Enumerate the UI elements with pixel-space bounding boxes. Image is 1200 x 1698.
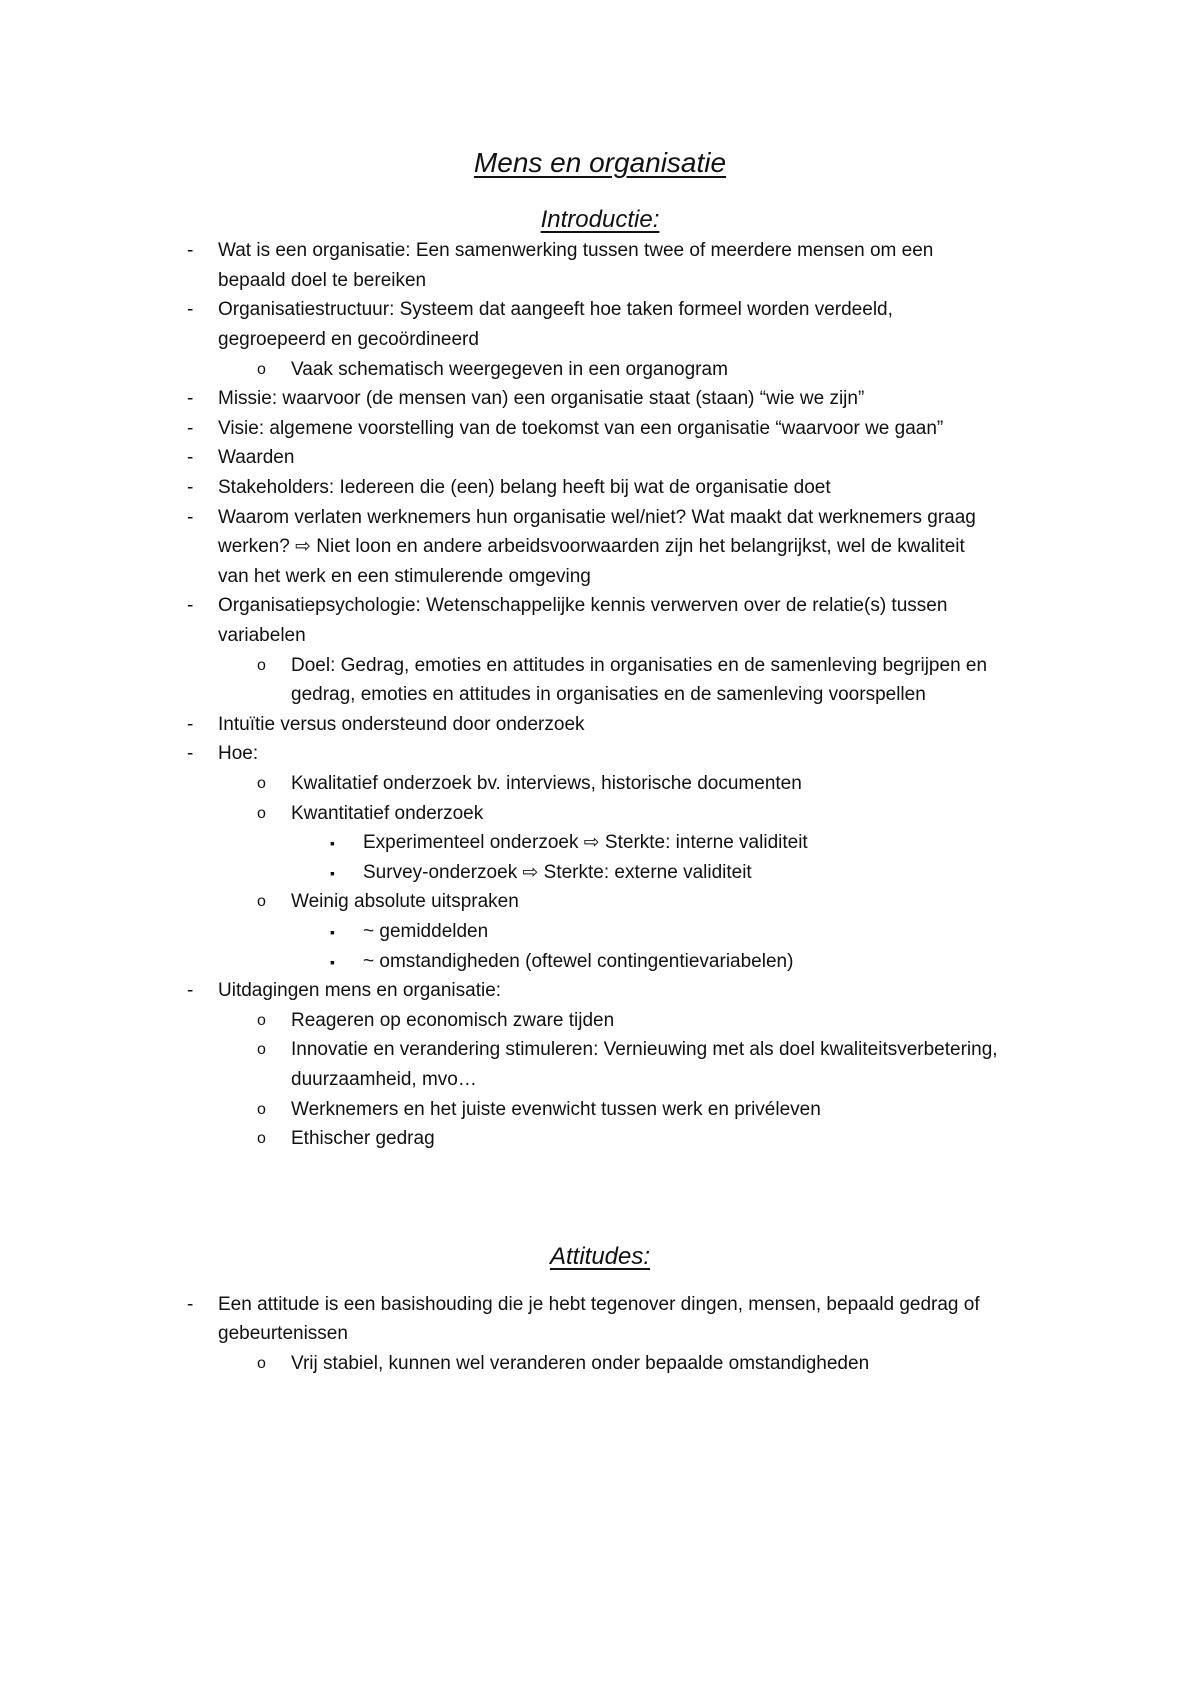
list-item xyxy=(0,976,1200,1006)
list-subsubitem xyxy=(0,858,1200,888)
list-item-text: Vrij stabiel, kunnen wel veranderen onder bepaalde omstandigheden xyxy=(291,1353,870,1374)
list-item-continuation xyxy=(0,562,1200,592)
list-item-text: gegroepeerd en gecoördineerd xyxy=(218,329,479,350)
dash-marker: - xyxy=(187,714,194,735)
list-item-text: Uitdagingen mens en organisatie: xyxy=(218,980,502,1001)
dash-marker: - xyxy=(187,595,194,616)
dash-marker: - xyxy=(187,980,194,1001)
circle-bullet-marker: o xyxy=(257,1041,266,1058)
circle-bullet-marker: o xyxy=(257,1012,266,1029)
list-item-text: Intuïtie versus ondersteund door onderzoek xyxy=(218,714,585,735)
list-item xyxy=(0,503,1200,533)
list-item-text: ~ gemiddelden xyxy=(363,921,489,942)
dash-marker: - xyxy=(187,299,194,320)
list-item-continuation xyxy=(0,532,1200,562)
list-item-text: werken? ⇨ Niet loon en andere arbeidsvoorwaarden zijn het belangrijkst, wel de kwaliteit xyxy=(218,536,965,557)
circle-bullet-marker: o xyxy=(257,1355,266,1372)
list-item xyxy=(0,414,1200,444)
list-item-text: Vaak schematisch weergegeven in een organogram xyxy=(291,359,728,380)
list-subitem xyxy=(0,1124,1200,1154)
dash-marker: - xyxy=(187,477,194,498)
list-item-text: ~ omstandigheden (oftewel contingentievariabelen) xyxy=(363,951,794,972)
dash-marker: - xyxy=(187,388,194,409)
document-title: Mens en organisatie xyxy=(473,147,727,178)
list-item xyxy=(0,1290,1200,1320)
circle-bullet-marker: o xyxy=(257,361,266,378)
list-item-continuation xyxy=(0,266,1200,296)
list-item-text: Organisatiestructuur: Systeem dat aangeeft hoe taken formeel worden verdeeld, xyxy=(218,299,893,320)
section-heading-attitudes: Attitudes: xyxy=(549,1243,651,1270)
list-item-text: Hoe: xyxy=(218,743,259,764)
list-item-text: Weinig absolute uitspraken xyxy=(291,891,519,912)
dash-marker: - xyxy=(187,240,194,261)
list-subitem-continuation xyxy=(0,680,1200,710)
square-bullet-marker: ▪ xyxy=(330,865,335,881)
list-item-text: Innovatie en verandering stimuleren: Vernieuwing met als doel kwaliteitsverbetering, xyxy=(291,1039,998,1060)
list-item-text: gedrag, emoties en attitudes in organisaties en de samenleving voorspellen xyxy=(291,684,926,705)
list-subitem xyxy=(0,1095,1200,1125)
list-item-text: Doel: Gedrag, emoties en attitudes in organisaties en de samenleving begrijpen en xyxy=(291,655,988,676)
list-item-text: variabelen xyxy=(218,625,306,646)
list-item-text: Stakeholders: Iedereen die (een) belang heeft bij wat de organisatie doet xyxy=(218,477,831,498)
circle-bullet-marker: o xyxy=(257,893,266,910)
circle-bullet-marker: o xyxy=(257,657,266,674)
list-item xyxy=(0,473,1200,503)
list-item-text: Visie: algemene voorstelling van de toekomst van een organisatie “waarvoor we gaan” xyxy=(218,418,944,439)
list-subitem xyxy=(0,1349,1200,1379)
dash-marker: - xyxy=(187,447,194,468)
list-item-text: Experimenteel onderzoek ⇨ Sterkte: interne validiteit xyxy=(363,832,808,853)
list-item-text: Een attitude is een basishouding die je hebt tegenover dingen, mensen, bepaald gedrag of xyxy=(218,1294,980,1315)
section-heading-introductie: Introductie: xyxy=(540,206,660,233)
list-subsubitem xyxy=(0,917,1200,947)
list-item-continuation xyxy=(0,621,1200,651)
list-item-text: Wat is een organisatie: Een samenwerking tussen twee of meerdere mensen om een xyxy=(218,240,934,261)
list-item xyxy=(0,443,1200,473)
list-subitem xyxy=(0,1035,1200,1065)
list-item xyxy=(0,236,1200,266)
list-item-text: gebeurtenissen xyxy=(218,1323,348,1344)
list-subsubitem xyxy=(0,947,1200,977)
list-subitem xyxy=(0,651,1200,681)
circle-bullet-marker: o xyxy=(257,775,266,792)
list-subitem xyxy=(0,769,1200,799)
dash-marker: - xyxy=(187,743,194,764)
list-item-text: Waarden xyxy=(218,447,295,468)
dash-marker: - xyxy=(187,1294,194,1315)
list-subitem xyxy=(0,887,1200,917)
dash-marker: - xyxy=(187,418,194,439)
list-subsubitem xyxy=(0,828,1200,858)
circle-bullet-marker: o xyxy=(257,1130,266,1147)
list-item xyxy=(0,710,1200,740)
list-item-text: van het werk en een stimulerende omgeving xyxy=(218,566,591,587)
list-item-continuation xyxy=(0,1319,1200,1349)
list-item-text: Survey-onderzoek ⇨ Sterkte: externe validiteit xyxy=(363,862,752,883)
list-item-text: Werknemers en het juiste evenwicht tussen werk en privéleven xyxy=(291,1099,821,1120)
list-subitem-continuation xyxy=(0,1065,1200,1095)
list-item-text: duurzaamheid, mvo… xyxy=(291,1069,477,1090)
list-item-continuation xyxy=(0,325,1200,355)
list-subitem xyxy=(0,355,1200,385)
list-item-text: Kwantitatief onderzoek xyxy=(291,803,484,824)
list-subitem xyxy=(0,799,1200,829)
list-item-text: Ethischer gedrag xyxy=(291,1128,435,1149)
list-item xyxy=(0,384,1200,414)
list-item xyxy=(0,739,1200,769)
square-bullet-marker: ▪ xyxy=(330,954,335,970)
circle-bullet-marker: o xyxy=(257,1101,266,1118)
list-item-text: Organisatiepsychologie: Wetenschappelijke kennis verwerven over de relatie(s) tussen xyxy=(218,595,948,616)
list-item-text: Reageren op economisch zware tijden xyxy=(291,1010,615,1031)
square-bullet-marker: ▪ xyxy=(330,835,335,851)
square-bullet-marker: ▪ xyxy=(330,924,335,940)
list-item-text: Waarom verlaten werknemers hun organisatie wel/niet? Wat maakt dat werknemers graag xyxy=(218,507,976,528)
list-subitem xyxy=(0,1006,1200,1036)
circle-bullet-marker: o xyxy=(257,805,266,822)
list-item xyxy=(0,591,1200,621)
list-item xyxy=(0,295,1200,325)
list-item-text: Missie: waarvoor (de mensen van) een organisatie staat (staan) “wie we zijn” xyxy=(218,388,865,409)
dash-marker: - xyxy=(187,507,194,528)
list-item-text: bepaald doel te bereiken xyxy=(218,270,427,291)
list-item-text: Kwalitatief onderzoek bv. interviews, historische documenten xyxy=(291,773,802,794)
